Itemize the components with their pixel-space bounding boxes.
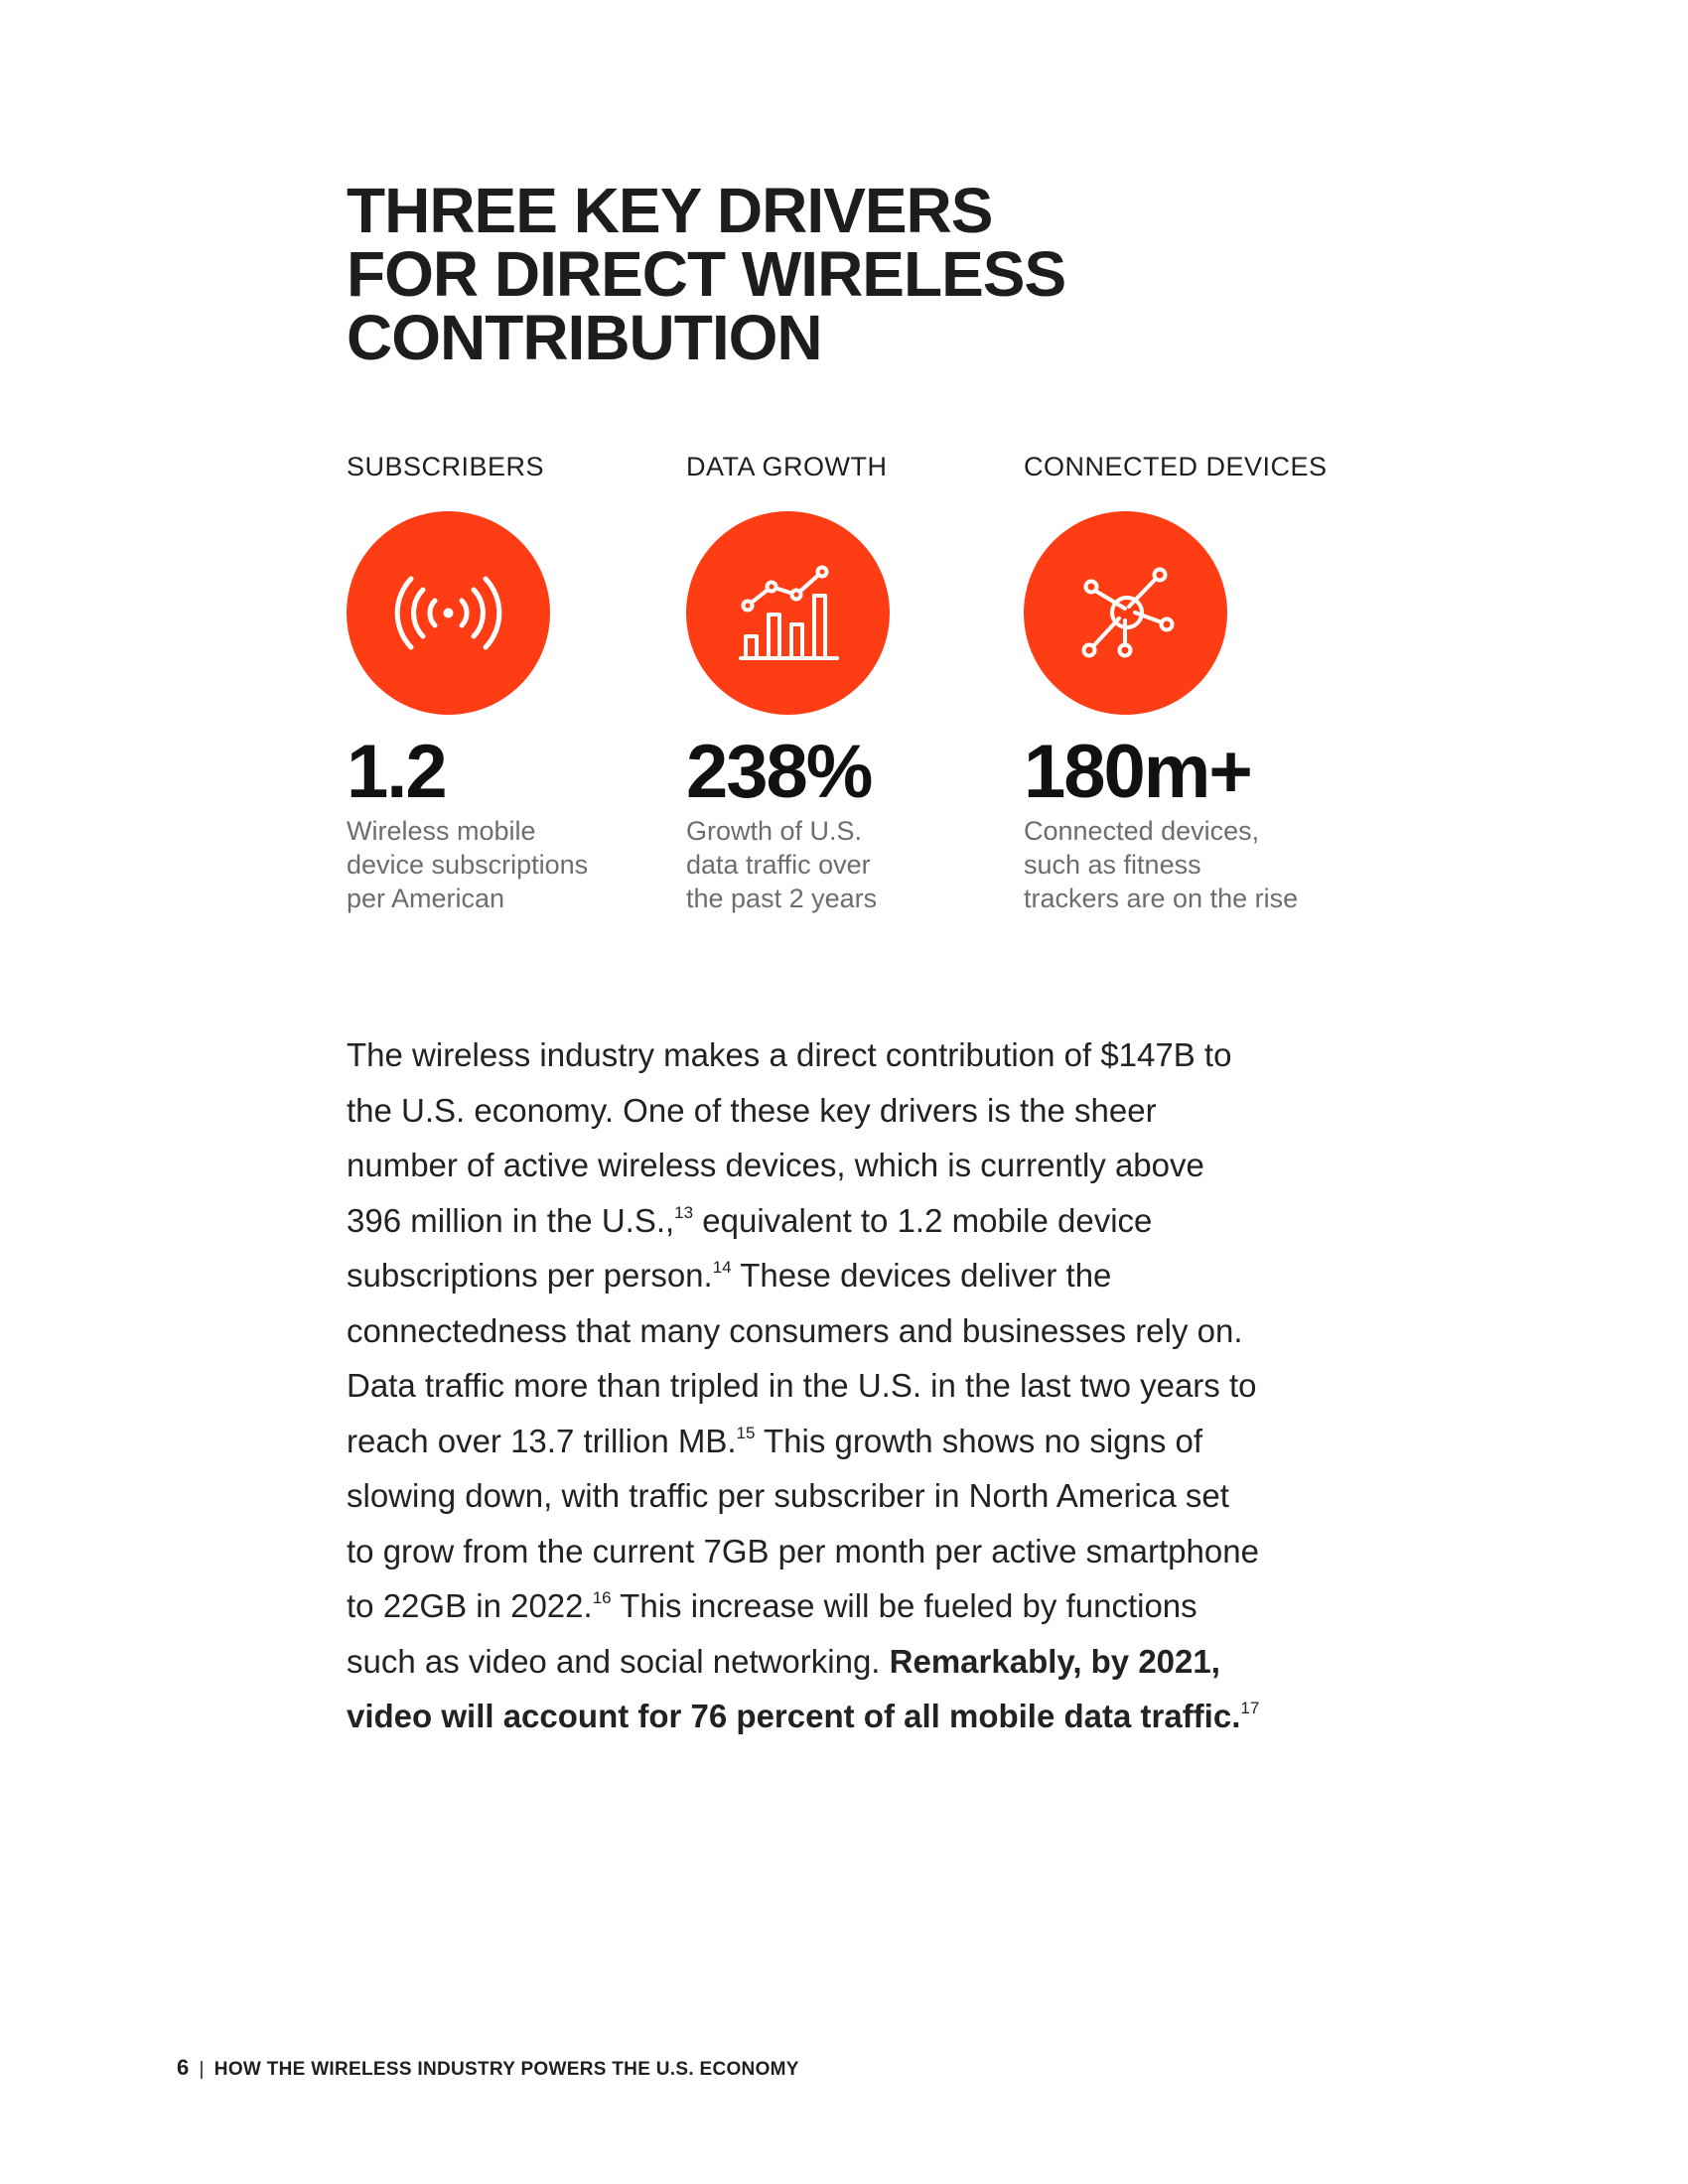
wireless-signal-icon — [347, 511, 550, 715]
desc-line: data traffic over — [686, 850, 871, 880]
body-text-1: The wireless industry makes a direct contribution of $147B to the U.S. economy. One of these key drivers is the sheer number of active wireless devices, which is currently above 396 million in the U.S., — [347, 1036, 1232, 1239]
body-text-3: These devices deliver the connectedness that many consumers and businesses rely on. Data traffic more than tripled in the U.S. in the last two years to reach over 13.7 trillion MB. — [347, 1257, 1257, 1459]
page-title — [347, 175, 1240, 373]
stat-value: 1.2 — [347, 730, 446, 814]
driver-label: SUBSCRIBERS — [347, 452, 545, 481]
desc-line: Connected devices, — [1024, 816, 1260, 846]
network-hub-icon — [1024, 511, 1227, 715]
body-text-4: This growth shows no signs of slowing down, with traffic per subscriber in North America set to grow from the current 7GB per month per active smartphone to 22GB in 2022. — [347, 1422, 1259, 1624]
footnote-ref: 13 — [674, 1202, 694, 1222]
title-line-1: THREE KEY DRIVERS — [347, 175, 993, 246]
driver-label: DATA GROWTH — [686, 452, 888, 481]
driver-data-growth — [686, 452, 1004, 913]
driver-connected-devices — [1024, 452, 1341, 913]
stat-description — [1024, 814, 1351, 915]
desc-line: per American — [347, 884, 505, 913]
page-footer — [177, 2055, 799, 2081]
driver-subscribers — [347, 452, 664, 913]
desc-line: the past 2 years — [686, 884, 878, 913]
title-line-3: CONTRIBUTION — [347, 302, 822, 373]
desc-line: Wireless mobile — [347, 816, 536, 846]
body-highlight: Remarkably, by 2021, video will account for 76 percent of all mobile data traffic. — [347, 1642, 1241, 1734]
stat-description — [686, 814, 1014, 915]
body-text-2: equivalent to 1.2 mobile device subscriptions per person. — [347, 1201, 1153, 1294]
body-text-5: This increase will be fueled by functions such as video and social networking. — [347, 1587, 1197, 1680]
stat-description — [347, 814, 674, 915]
footnote-ref: 14 — [712, 1258, 732, 1277]
footnote-ref: 15 — [736, 1423, 756, 1442]
stat-value: 238% — [686, 730, 872, 814]
body-paragraph — [347, 1027, 1260, 1744]
desc-line: Growth of U.S. — [686, 816, 863, 846]
page-number: 6 — [177, 2055, 190, 2080]
desc-line: such as fitness — [1024, 850, 1201, 880]
desc-line: trackers are on the rise — [1024, 884, 1299, 913]
growth-chart-icon — [686, 511, 890, 715]
stat-value: 180m+ — [1024, 730, 1251, 814]
footer-title: HOW THE WIRELESS INDUSTRY POWERS THE U.S. ECONOMY — [213, 2059, 799, 2080]
footnote-ref: 16 — [592, 1588, 612, 1607]
title-line-2: FOR DIRECT WIRELESS — [347, 238, 1066, 310]
desc-line: device subscriptions — [347, 850, 589, 880]
footnote-ref: 17 — [1240, 1699, 1260, 1717]
driver-label: CONNECTED DEVICES — [1024, 452, 1328, 481]
footer-separator: | — [199, 2059, 205, 2080]
